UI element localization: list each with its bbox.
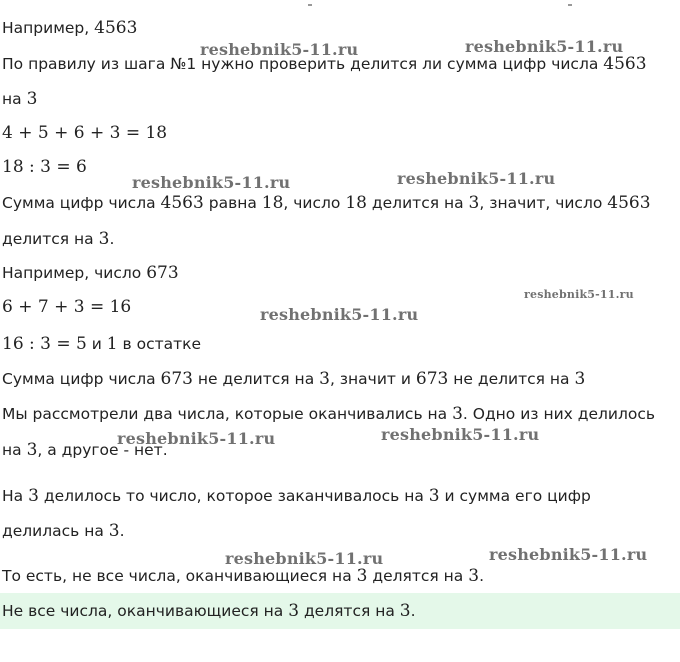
math: 3 [399,601,411,621]
math: 18 [261,193,284,213]
text: равна [203,194,262,212]
text: Мы рассмотрели два числа, которые оканчивались на [2,405,453,423]
math: 3 [108,521,120,541]
watermark: reshebnik5-11.ru [381,425,540,444]
math-line [2,157,87,177]
text: , значит и [329,370,416,388]
top-mark [308,4,312,6]
text: Сумма цифр числа [2,370,161,388]
math: 3 [468,193,480,213]
watermark: reshebnik5-11.ru [489,545,648,564]
text: . [410,602,416,620]
math: 4 + 5 + 6 + 3 = 18 [2,123,168,143]
math: 3 [319,369,330,389]
text-line [2,229,114,249]
math: 16 : 3 = 5 [2,334,87,354]
text: делятся на [367,567,469,585]
text-line [2,263,179,283]
text: делятся на [299,602,400,620]
answer-text [2,601,416,621]
watermark: reshebnik5-11.ru [465,37,624,56]
text-line [2,369,585,389]
math: 673 [160,369,193,389]
text: не делится на [448,370,575,388]
math: 3 [26,89,38,109]
text-line [2,89,37,109]
text: делилось то число, которое заканчивалось на [38,487,429,505]
math-line [2,334,201,354]
watermark: reshebnik5-11.ru [397,169,556,188]
text: Например, [2,19,95,37]
text: . [119,522,125,540]
math: 18 : 3 = 6 [2,157,87,177]
watermark: reshebnik5-11.ru [225,549,384,568]
watermark: reshebnik5-11.ru [132,173,291,192]
math: 4563 [607,193,651,213]
text: и сумма его цифр [439,487,591,505]
answer-box [0,593,680,629]
math: 3 [452,404,463,424]
text-line [2,18,137,38]
text: не делится на [193,370,320,388]
text: . [109,230,115,248]
text: на [2,441,27,459]
math: 18 [345,193,367,213]
text: в остатке [117,335,202,353]
text: , значит, число [479,194,608,212]
watermark: reshebnik5-11.ru [524,288,634,301]
math: 4563 [603,54,647,74]
math: 4563 [160,193,204,213]
text: , а другое - нет. [37,441,168,459]
text-line [2,404,655,424]
math: 6 + 7 + 3 = 16 [2,297,132,317]
text-line [2,486,591,506]
text: делилась на [2,522,109,540]
math-line [2,297,131,317]
math: 4563 [94,18,138,38]
text: . Одно из них делилось [462,405,656,423]
watermark: reshebnik5-11.ru [260,305,419,324]
math-line [2,123,167,143]
text: делится на [367,194,469,212]
watermark: reshebnik5-11.ru [117,429,276,448]
text: Не все числа, оканчивающиеся на [2,602,289,620]
text: и [86,335,107,353]
math: 3 [428,486,440,506]
text-line [2,566,484,586]
watermark: reshebnik5-11.ru [200,40,359,59]
top-mark [568,4,572,6]
text: делится на [2,230,99,248]
text: , число [283,194,346,212]
math: 3 [468,566,480,586]
text-line [2,521,125,541]
text: Сумма цифр числа [2,194,161,212]
text: То есть, не все числа, оканчивающиеся на [2,567,357,585]
text: На [2,487,29,505]
text-line [2,193,651,213]
math: 3 [28,486,39,506]
math: 3 [574,369,586,389]
math: 1 [106,334,118,354]
text: на [2,90,27,108]
math: 673 [146,263,179,283]
text: Например, число [2,264,147,282]
math: 3 [98,229,110,249]
math: 3 [26,440,38,460]
math: 3 [288,601,300,621]
math: 3 [356,566,368,586]
text: . [479,567,484,585]
math: 673 [415,369,449,389]
text: По правилу из шага №1 нужно проверить делится ли сумма цифр числа [2,55,604,73]
